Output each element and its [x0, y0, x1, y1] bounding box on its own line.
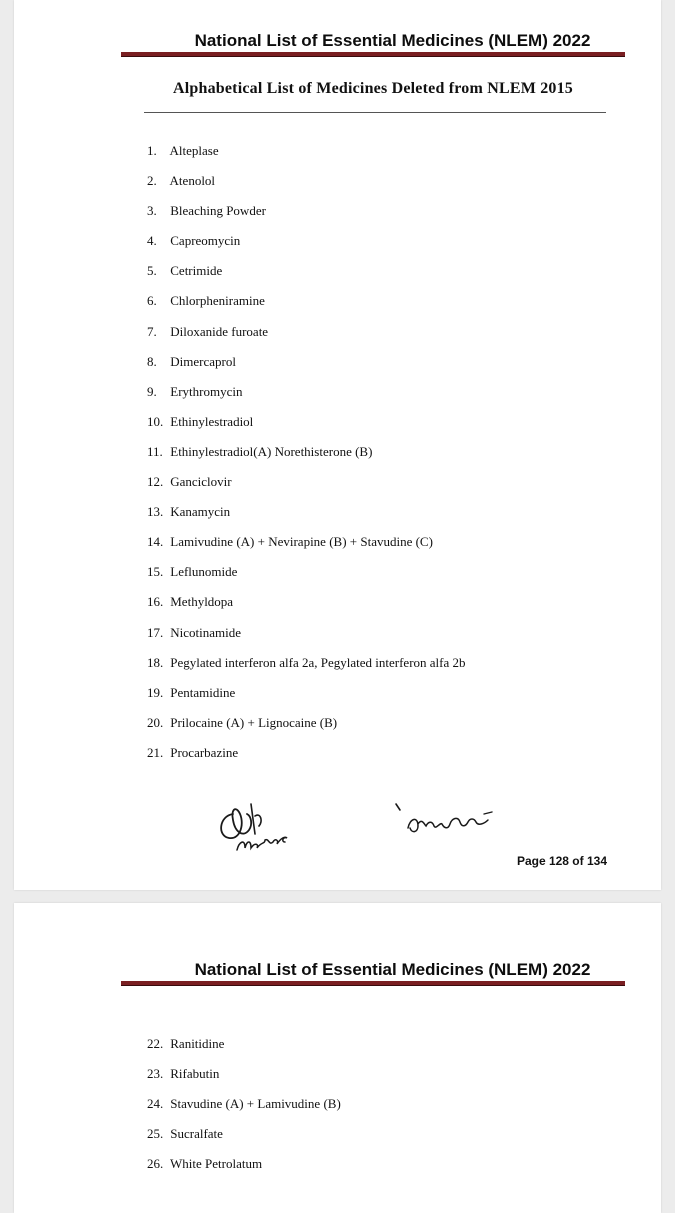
list-item-number: 6. — [147, 293, 157, 309]
medicine-name: Methyldopa — [170, 594, 234, 610]
list-item-number: 26. — [147, 1156, 164, 1172]
signature-adhapte — [388, 800, 498, 840]
list-item — [147, 143, 466, 173]
medicine-name: Cetrimide — [170, 263, 223, 279]
document-page-128 — [14, 0, 661, 890]
list-item — [147, 474, 466, 504]
list-item-number: 18. — [147, 654, 164, 670]
list-item-number: 14. — [147, 534, 164, 550]
medicine-name: Pegylated interferon alfa 2a, Pegylated interferon alfa 2b — [170, 654, 466, 670]
list-item-number: 15. — [147, 564, 164, 580]
medicine-name: Procarbazine — [170, 744, 239, 760]
list-item — [147, 534, 466, 564]
list-item — [147, 1156, 341, 1186]
list-item-number: 23. — [147, 1066, 164, 1082]
medicine-name: Chlorpheniramine — [170, 293, 265, 309]
medicine-name: Erythromycin — [170, 383, 243, 399]
list-item — [147, 293, 466, 323]
list-item — [147, 564, 466, 594]
list-item-number: 1. — [147, 143, 157, 158]
list-item-number: 22. — [147, 1036, 164, 1051]
medicine-name: Ethinylestradiol(A) Norethisterone (B) — [170, 443, 373, 459]
signature-mounika — [211, 792, 311, 862]
list-item-number: 5. — [147, 263, 157, 279]
list-item — [147, 625, 466, 655]
medicine-name: Alteplase — [169, 143, 219, 158]
list-item-number: 11. — [147, 443, 163, 459]
list-item-number: 13. — [147, 504, 164, 520]
list-item — [147, 384, 466, 414]
medicine-name: White Petrolatum — [170, 1156, 263, 1172]
list-item — [147, 444, 466, 474]
list-item-number: 4. — [147, 233, 157, 249]
list-item-number: 3. — [147, 203, 157, 219]
medicine-name: Kanamycin — [170, 504, 231, 520]
list-item — [147, 715, 466, 745]
page-header-title: National List of Essential Medicines (NLEM) 2022 — [194, 31, 591, 50]
medicine-name: Pentamidine — [170, 684, 236, 700]
page-number: Page 128 of 134 — [516, 854, 607, 868]
list-item-number: 2. — [147, 173, 157, 189]
list-item-number: 10. — [147, 413, 164, 429]
medicine-name: Capreomycin — [170, 233, 241, 249]
list-item — [147, 655, 466, 685]
medicine-name: Stavudine (A) + Lamivudine (B) — [170, 1096, 341, 1112]
medicine-name: Diloxanide furoate — [170, 323, 269, 339]
list-item — [147, 354, 466, 384]
list-item — [147, 745, 466, 775]
medicine-name: Ganciclovir — [170, 474, 232, 490]
medicine-name: Lamivudine (A) + Nevirapine (B) + Stavudine (C) — [170, 534, 433, 550]
header-rule — [121, 981, 625, 986]
list-item — [147, 414, 466, 444]
list-item — [147, 233, 466, 263]
list-item — [147, 504, 466, 534]
deleted-medicines-list — [147, 143, 466, 775]
medicine-name: Prilocaine (A) + Lignocaine (B) — [170, 714, 338, 730]
medicine-name: Dimercaprol — [170, 353, 236, 369]
section-underline — [144, 112, 606, 113]
medicine-name: Atenolol — [169, 173, 216, 189]
page-header-title: National List of Essential Medicines (NLEM) 2022 — [194, 960, 591, 979]
list-item — [147, 263, 466, 293]
medicine-name: Leflunomide — [170, 564, 238, 580]
list-item — [147, 173, 466, 203]
list-item-number: 17. — [147, 624, 164, 640]
deleted-medicines-list-continued — [147, 1036, 341, 1186]
medicine-name: Sucralfate — [170, 1126, 223, 1142]
list-item — [147, 1036, 341, 1066]
list-item — [147, 1066, 341, 1096]
list-item-number: 25. — [147, 1126, 164, 1142]
list-item-number: 16. — [147, 594, 164, 610]
section-title: Alphabetical List of Medicines Deleted from NLEM 2015 — [172, 80, 574, 97]
list-item — [147, 324, 466, 354]
header-rule — [121, 52, 625, 57]
medicine-name: Nicotinamide — [170, 624, 242, 640]
medicine-name: Ranitidine — [170, 1036, 225, 1051]
medicine-name: Ethinylestradiol — [170, 413, 254, 429]
list-item-number: 9. — [147, 383, 157, 399]
list-item — [147, 1126, 341, 1156]
list-item — [147, 594, 466, 624]
list-item — [147, 685, 466, 715]
list-item-number: 21. — [147, 744, 164, 760]
list-item-number: 20. — [147, 714, 164, 730]
document-page-129 — [14, 903, 661, 1213]
list-item-number: 24. — [147, 1096, 164, 1112]
list-item — [147, 203, 466, 233]
medicine-name: Rifabutin — [170, 1066, 220, 1082]
list-item-number: 12. — [147, 474, 164, 490]
list-item-number: 19. — [147, 684, 164, 700]
medicine-name: Bleaching Powder — [170, 203, 266, 219]
list-item — [147, 1096, 341, 1126]
list-item-number: 8. — [147, 353, 157, 369]
list-item-number: 7. — [147, 323, 157, 339]
